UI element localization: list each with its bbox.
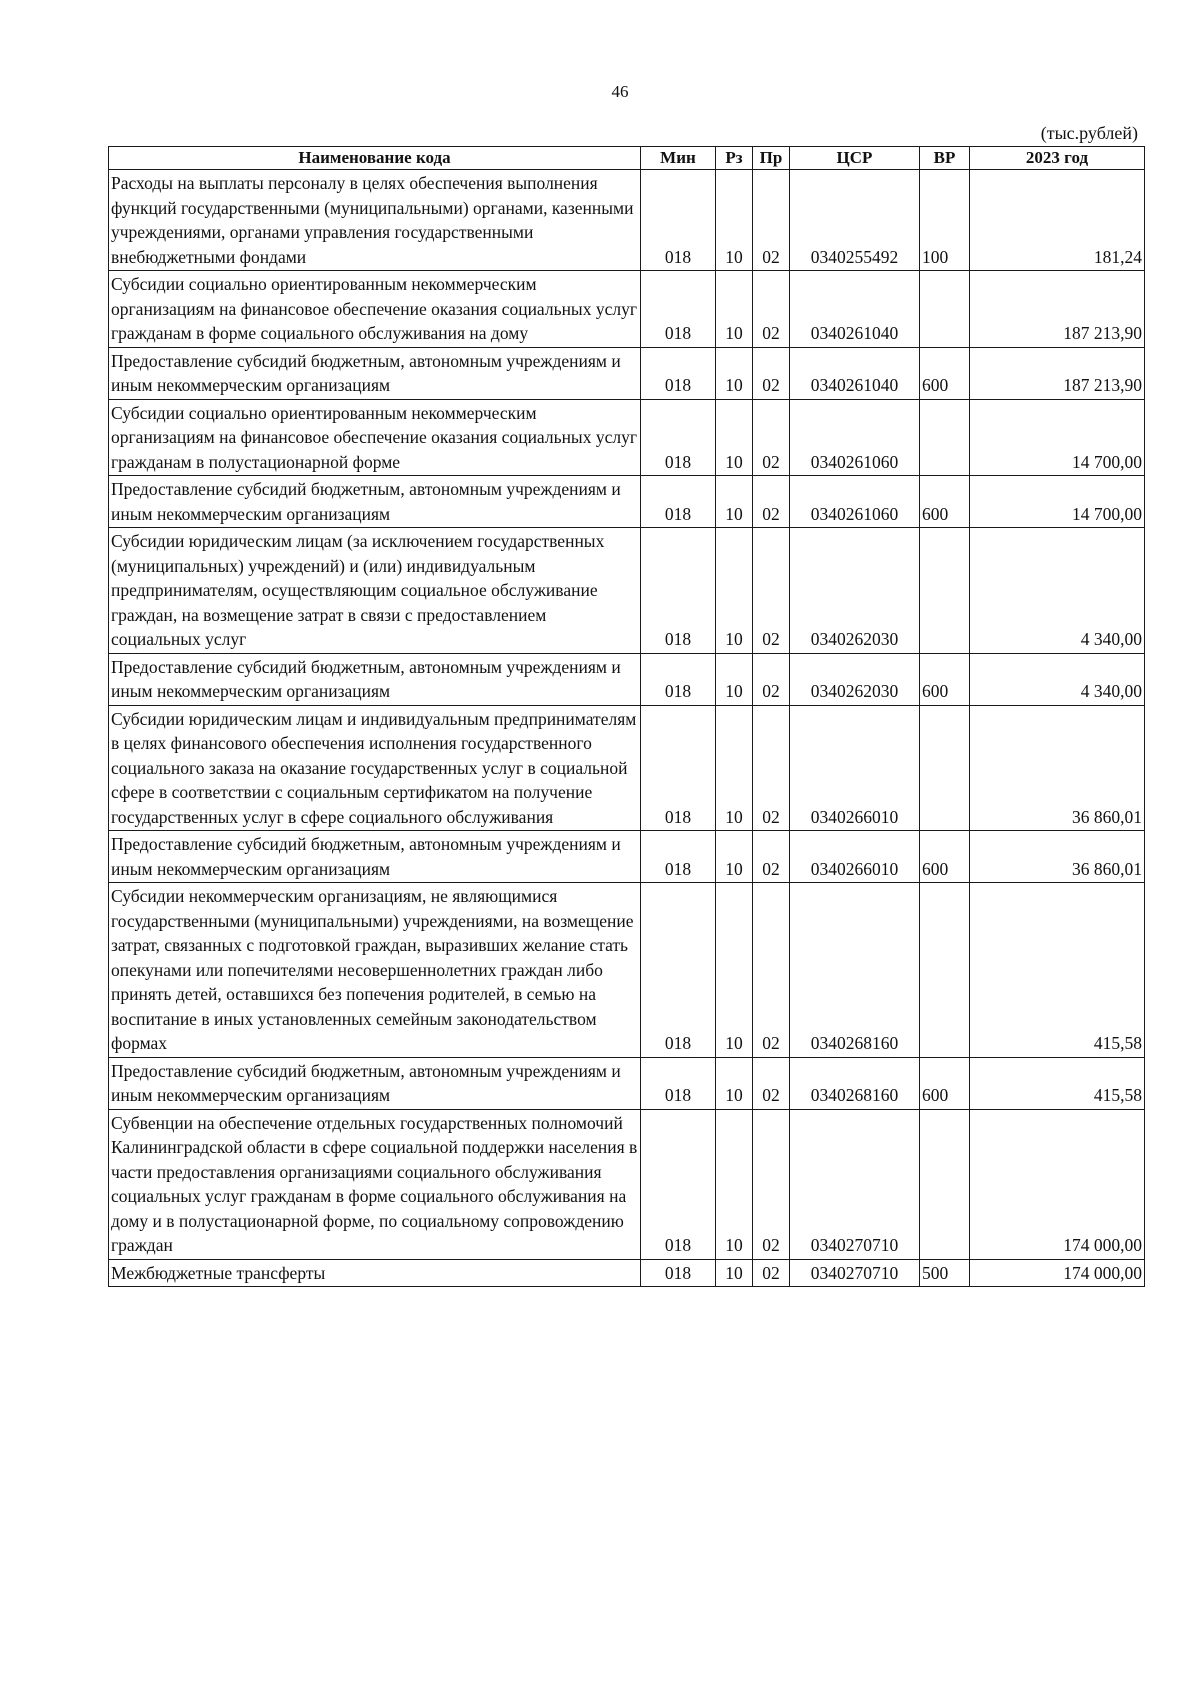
cell-amount: 14 700,00 [970, 399, 1145, 476]
table-row [109, 399, 1145, 476]
cell-csr: 0340270710 [790, 1109, 920, 1259]
cell-name: Субсидии социально ориентированным некоммерческим организациям на финансовое обеспечение оказания социальных услуг гражданам в форме социального обслуживания на дому [109, 271, 641, 348]
cell-min: 018 [641, 705, 716, 831]
table-row [109, 1259, 1145, 1287]
budget-table [108, 146, 1145, 1287]
cell-amount: 14 700,00 [970, 476, 1145, 528]
cell-pr: 02 [753, 528, 790, 654]
cell-pr: 02 [753, 271, 790, 348]
units-label: (тыс.рублей) [1040, 123, 1138, 143]
cell-min: 018 [641, 883, 716, 1058]
cell-vr [920, 399, 970, 476]
cell-pr: 02 [753, 399, 790, 476]
cell-name: Предоставление субсидий бюджетным, автономным учреждениям и иным некоммерческим организациям [109, 476, 641, 528]
cell-vr [920, 1109, 970, 1259]
table-row [109, 528, 1145, 654]
cell-name: Субсидии юридическим лицам и индивидуальным предпринимателям в целях финансового обеспечения исполнения государственного социального заказа на оказание государственных услуг в социальной сфере в соответствии с социальным сертификатом на получение государственных услуг в сфере социального обслуживания [109, 705, 641, 831]
cell-rz: 10 [716, 528, 753, 654]
cell-amount: 187 213,90 [970, 347, 1145, 399]
table-header-row [109, 147, 1145, 170]
cell-csr: 0340261060 [790, 399, 920, 476]
cell-min: 018 [641, 476, 716, 528]
header-pr: Пр [753, 147, 790, 170]
cell-amount: 36 860,01 [970, 705, 1145, 831]
table-row [109, 653, 1145, 705]
cell-amount: 4 340,00 [970, 528, 1145, 654]
cell-amount: 415,58 [970, 883, 1145, 1058]
cell-amount: 4 340,00 [970, 653, 1145, 705]
cell-min: 018 [641, 653, 716, 705]
cell-vr [920, 271, 970, 348]
cell-pr: 02 [753, 705, 790, 831]
cell-vr [920, 528, 970, 654]
cell-rz: 10 [716, 1259, 753, 1287]
cell-rz: 10 [716, 1109, 753, 1259]
table-row [109, 705, 1145, 831]
cell-amount: 174 000,00 [970, 1259, 1145, 1287]
cell-min: 018 [641, 347, 716, 399]
cell-rz: 10 [716, 170, 753, 271]
cell-rz: 10 [716, 476, 753, 528]
cell-rz: 10 [716, 653, 753, 705]
cell-rz: 10 [716, 883, 753, 1058]
cell-min: 018 [641, 528, 716, 654]
cell-pr: 02 [753, 883, 790, 1058]
cell-rz: 10 [716, 1057, 753, 1109]
cell-name: Межбюджетные трансферты [109, 1259, 641, 1287]
table-row [109, 1057, 1145, 1109]
cell-csr: 0340255492 [790, 170, 920, 271]
cell-pr: 02 [753, 347, 790, 399]
table-row [109, 170, 1145, 271]
cell-csr: 0340261060 [790, 476, 920, 528]
header-vr: ВР [920, 147, 970, 170]
cell-rz: 10 [716, 347, 753, 399]
cell-rz: 10 [716, 271, 753, 348]
cell-csr: 0340268160 [790, 1057, 920, 1109]
cell-vr [920, 883, 970, 1058]
cell-amount: 415,58 [970, 1057, 1145, 1109]
cell-pr: 02 [753, 1109, 790, 1259]
cell-vr [920, 705, 970, 831]
cell-vr: 500 [920, 1259, 970, 1287]
header-year: 2023 год [970, 147, 1145, 170]
cell-name: Предоставление субсидий бюджетным, автономным учреждениям и иным некоммерческим организациям [109, 831, 641, 883]
cell-vr: 600 [920, 347, 970, 399]
header-min: Мин [641, 147, 716, 170]
cell-min: 018 [641, 1259, 716, 1287]
cell-csr: 0340262030 [790, 528, 920, 654]
table-row [109, 831, 1145, 883]
cell-name: Предоставление субсидий бюджетным, автономным учреждениям и иным некоммерческим организациям [109, 347, 641, 399]
cell-csr: 0340266010 [790, 705, 920, 831]
cell-pr: 02 [753, 653, 790, 705]
table-row [109, 1109, 1145, 1259]
cell-name: Субсидии юридическим лицам (за исключением государственных (муниципальных) учреждений) и (или) индивидуальным предпринимателям, осуществляющим социальное обслуживание граждан, на возмещение затрат в связи с предоставлением социальных услуг [109, 528, 641, 654]
cell-amount: 181,24 [970, 170, 1145, 271]
cell-name: Предоставление субсидий бюджетным, автономным учреждениям и иным некоммерческим организациям [109, 653, 641, 705]
cell-vr: 600 [920, 476, 970, 528]
cell-csr: 0340261040 [790, 271, 920, 348]
table-row [109, 271, 1145, 348]
cell-name: Субвенции на обеспечение отдельных государственных полномочий Калининградской области в сфере социальной поддержки населения в части предоставления организациями социального обслуживания социальных услуг гражданам в форме социального обслуживания на дому и в полустационарной форме, по социальному сопровождению граждан [109, 1109, 641, 1259]
page-number: 46 [611, 82, 629, 101]
cell-min: 018 [641, 271, 716, 348]
cell-csr: 0340268160 [790, 883, 920, 1058]
cell-vr: 600 [920, 653, 970, 705]
cell-min: 018 [641, 1057, 716, 1109]
cell-min: 018 [641, 170, 716, 271]
cell-rz: 10 [716, 399, 753, 476]
cell-min: 018 [641, 1109, 716, 1259]
cell-name: Расходы на выплаты персоналу в целях обеспечения выполнения функций государственными (муниципальными) органами, казенными учреждениями, органами управления государственными внебюджетными фондами [109, 170, 641, 271]
cell-rz: 10 [716, 705, 753, 831]
cell-rz: 10 [716, 831, 753, 883]
cell-pr: 02 [753, 476, 790, 528]
cell-min: 018 [641, 399, 716, 476]
cell-amount: 174 000,00 [970, 1109, 1145, 1259]
table-row [109, 883, 1145, 1058]
header-csr: ЦСР [790, 147, 920, 170]
cell-pr: 02 [753, 1259, 790, 1287]
cell-amount: 187 213,90 [970, 271, 1145, 348]
header-name: Наименование кода [109, 147, 641, 170]
cell-csr: 0340270710 [790, 1259, 920, 1287]
cell-vr: 600 [920, 1057, 970, 1109]
cell-min: 018 [641, 831, 716, 883]
cell-csr: 0340261040 [790, 347, 920, 399]
cell-name: Субсидии некоммерческим организациям, не являющимися государственными (муниципальными) учреждениями, на возмещение затрат, связанных с подготовкой граждан, выразивших желание стать опекунами или попечителями несовершеннолетних граждан либо принять детей, оставшихся без попечения родителей, в семью на воспитание в иных установленных семейным законодательством формах [109, 883, 641, 1058]
table-row [109, 347, 1145, 399]
cell-amount: 36 860,01 [970, 831, 1145, 883]
cell-name: Субсидии социально ориентированным некоммерческим организациям на финансовое обеспечение оказания социальных услуг гражданам в полустационарной форме [109, 399, 641, 476]
cell-pr: 02 [753, 170, 790, 271]
table-body [109, 170, 1145, 1287]
header-rz: Рз [716, 147, 753, 170]
cell-csr: 0340266010 [790, 831, 920, 883]
cell-name: Предоставление субсидий бюджетным, автономным учреждениям и иным некоммерческим организациям [109, 1057, 641, 1109]
table-row [109, 476, 1145, 528]
cell-vr: 600 [920, 831, 970, 883]
cell-csr: 0340262030 [790, 653, 920, 705]
cell-pr: 02 [753, 831, 790, 883]
cell-pr: 02 [753, 1057, 790, 1109]
cell-vr: 100 [920, 170, 970, 271]
